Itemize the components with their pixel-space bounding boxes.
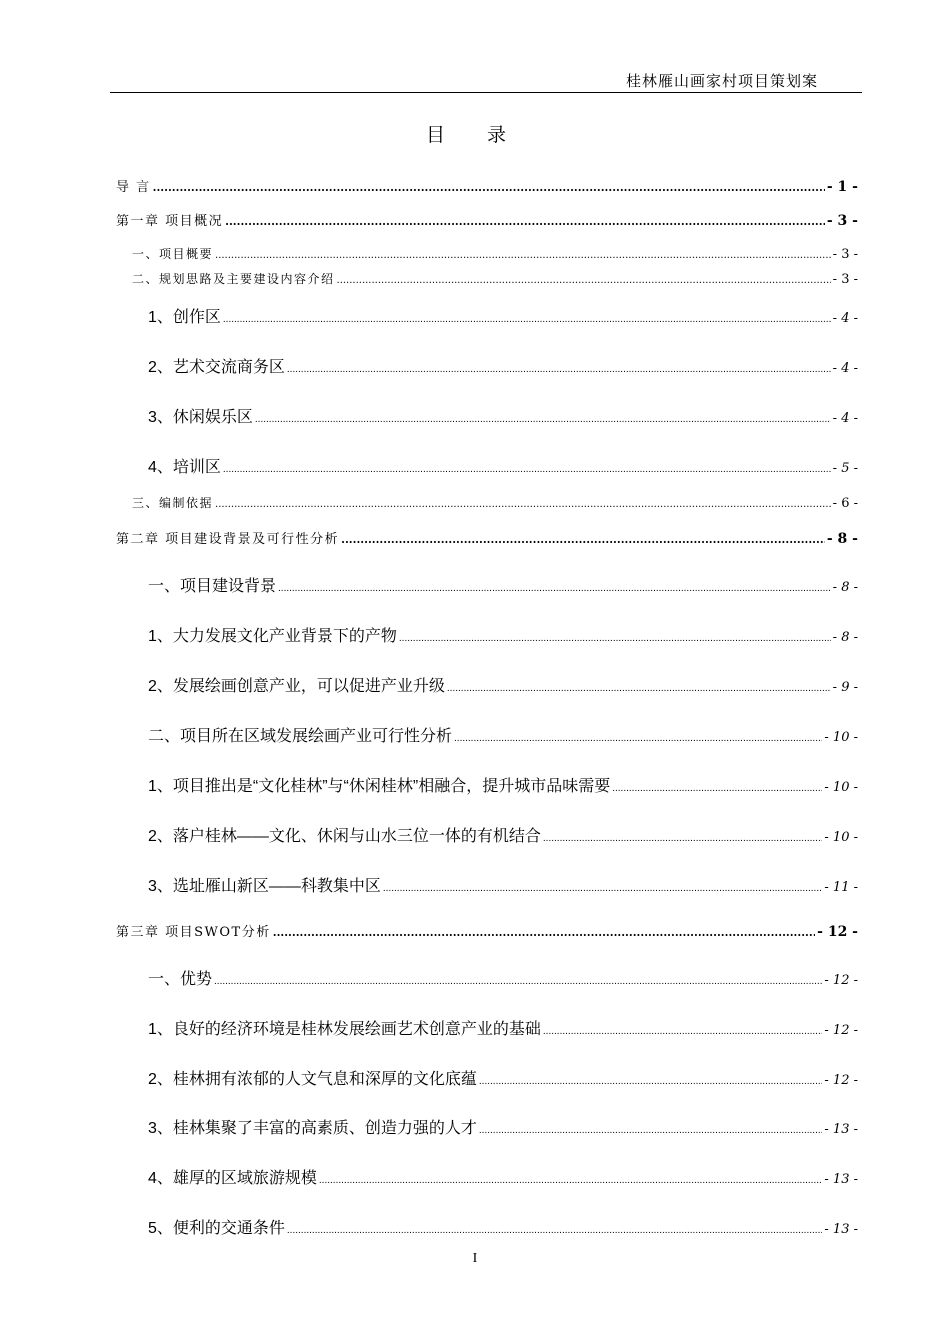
dot-leader (225, 215, 825, 228)
dot-leader (153, 181, 825, 194)
toc-entry-page: - 8 - (832, 580, 858, 595)
toc-entry-label: 2、发展绘画创意产业，可以促进产业升级 (148, 678, 445, 695)
toc-entry-label: 第一章 项目概况 (116, 214, 224, 229)
toc-entry-label: 导 言 (116, 180, 151, 195)
toc-entry-label: 4、雄厚的区域旅游规模 (148, 1170, 317, 1187)
toc-entry-label: 1、大力发展文化产业背景下的产物 (148, 628, 397, 645)
toc-entry-chapter-2[interactable] (116, 528, 858, 547)
dot-leader (447, 683, 831, 694)
toc-entry-page: - 10 - (824, 780, 858, 795)
toc-entry-label: 1、项目推出是“文化桂林”与“休闲桂林”相融合，提升城市品味需要 (148, 778, 611, 795)
dot-leader (223, 464, 831, 475)
dot-leader (287, 1225, 823, 1236)
toc-entry-label: 5、便利的交通条件 (148, 1220, 285, 1237)
dot-leader (337, 275, 831, 286)
toc-entry[interactable] (148, 354, 858, 377)
dot-leader (319, 1175, 823, 1186)
toc-entry[interactable] (148, 1215, 858, 1238)
toc-entry-label: 3、选址雁山新区——科教集中区 (148, 878, 381, 895)
toc-entry[interactable] (132, 270, 858, 287)
toc-entry[interactable] (148, 723, 858, 746)
toc-entry-page: - 10 - (824, 730, 858, 745)
toc-entry-label: 一、优势 (148, 971, 213, 988)
toc-entry[interactable] (148, 873, 858, 896)
toc-entry-label: 3、休闲娱乐区 (148, 409, 253, 426)
dot-leader (255, 414, 831, 425)
toc-entry[interactable] (148, 1016, 858, 1039)
toc-entry-page: - 11 - (824, 880, 858, 895)
toc-entry-page: - 4 - (832, 411, 858, 426)
dot-leader (278, 583, 831, 594)
toc-entry[interactable] (148, 1066, 858, 1089)
toc-entry[interactable] (148, 304, 858, 327)
toc-entry-page: - 6 - (832, 496, 858, 511)
toc-entry-chapter-1[interactable] (116, 210, 858, 229)
toc-entry[interactable] (148, 454, 858, 477)
toc-entry-page: - 13 - (824, 1222, 858, 1237)
dot-leader (215, 499, 831, 510)
toc-entry-page: - 10 - (824, 830, 858, 845)
toc-entry-label: 二、规划思路及主要建设内容介绍 (132, 272, 335, 286)
toc-entry-label: 2、落户桂林——文化、休闲与山水三位一体的有机结合 (148, 828, 541, 845)
toc-title: 目 录 (425, 124, 525, 146)
dot-leader (287, 364, 831, 375)
toc-entry[interactable] (148, 966, 858, 989)
dot-leader (273, 926, 815, 939)
toc-entry-page: - 8 - (832, 630, 858, 645)
toc-entry[interactable] (148, 404, 858, 427)
dot-leader (214, 976, 822, 987)
toc-entry[interactable] (148, 1115, 858, 1138)
toc-entry-label: 第二章 项目建设背景及可行性分析 (116, 532, 340, 547)
dot-leader (215, 250, 831, 261)
header-rule (110, 92, 862, 93)
toc-entry[interactable] (148, 823, 858, 846)
toc-entry-page: - 3 - (826, 213, 858, 229)
toc-entry-label: 三、编制依据 (132, 496, 214, 510)
toc-entry-chapter-3[interactable] (116, 921, 858, 940)
toc-entry-page: - 9 - (832, 680, 858, 695)
toc-entry-label: 一、项目概要 (132, 247, 214, 261)
dot-leader (383, 883, 823, 894)
toc-entry-page: - 12 - (817, 924, 858, 940)
toc-entry-page: - 3 - (832, 247, 858, 262)
toc-entry-page: - 13 - (824, 1122, 858, 1137)
toc-entry-page: - 4 - (832, 311, 858, 326)
toc-entry-label: 二、项目所在区域发展绘画产业可行性分析 (148, 728, 453, 745)
dot-leader (341, 533, 825, 546)
toc-entry[interactable] (148, 573, 858, 596)
toc-entry[interactable] (132, 245, 858, 262)
toc-entry[interactable] (148, 673, 858, 696)
toc-entry-label: 4、培训区 (148, 459, 221, 476)
toc-entry-label: 1、良好的经济环境是桂林发展绘画艺术创意产业的基础 (148, 1021, 541, 1038)
toc-entry-page: - 13 - (824, 1172, 858, 1187)
toc-entry-page: - 5 - (832, 461, 858, 476)
toc-entry-page: - 8 - (826, 531, 858, 547)
toc-entry-introduction[interactable] (116, 176, 858, 195)
toc-entry-page: - 4 - (832, 361, 858, 376)
toc-entry-page: - 1 - (826, 179, 858, 195)
dot-leader (399, 633, 831, 644)
dot-leader (612, 783, 822, 794)
page-number: I (472, 1251, 478, 1266)
dot-leader (223, 314, 831, 325)
toc-entry-page: - 12 - (824, 1073, 858, 1088)
toc-entry-label: 2、艺术交流商务区 (148, 359, 285, 376)
toc-entry-label: 2、桂林拥有浓郁的人文气息和深厚的文化底蕴 (148, 1071, 477, 1088)
toc-entry-page: - 3 - (832, 272, 858, 287)
dot-leader (543, 1026, 823, 1037)
toc-entry-page: - 12 - (824, 973, 858, 988)
toc-entry-label: 第三章 项目SWOT分析 (116, 925, 271, 940)
toc-entry-label: 一、项目建设背景 (148, 578, 277, 595)
dot-leader (454, 733, 822, 744)
toc-entry-page: - 12 - (824, 1023, 858, 1038)
dot-leader (543, 833, 823, 844)
dot-leader (479, 1076, 823, 1087)
toc-entry-label: 3、桂林集聚了丰富的高素质、创造力强的人才 (148, 1120, 477, 1137)
toc-entry-label: 1、创作区 (148, 309, 221, 326)
toc-entry[interactable] (148, 773, 858, 796)
dot-leader (479, 1125, 823, 1136)
toc-entry[interactable] (132, 494, 858, 511)
toc-entry[interactable] (148, 1165, 858, 1188)
toc-entry[interactable] (148, 623, 858, 646)
running-header-title: 桂林雁山画家村项目策划案 (625, 72, 818, 90)
